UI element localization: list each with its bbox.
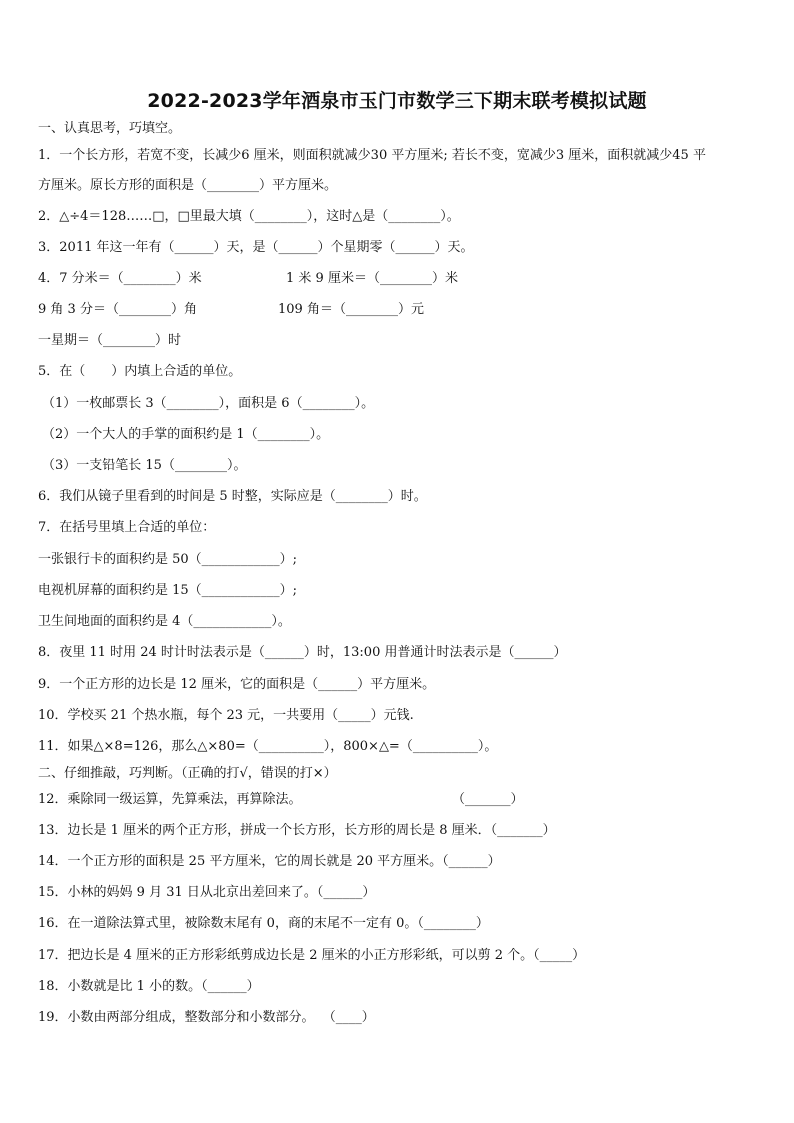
question-15: 15．小林的妈妈 9 月 31 日从北京出差回来了。（______） bbox=[38, 885, 376, 900]
question-5-item-2: （2）一个大人的手掌的面积约是 1（________）。 bbox=[42, 427, 330, 442]
section-2-heading: 二、仔细推敲，巧判断。（正确的打√，错误的打×） bbox=[38, 766, 337, 781]
question-9: 9．一个正方形的边长是 12 厘米，它的面积是（______）平方厘米。 bbox=[38, 677, 436, 692]
question-4-part-d: 109 角＝（________）元 bbox=[278, 302, 424, 317]
question-2: 2．△÷4＝128……□，□里最大填（________），这时△是（________）。 bbox=[38, 209, 460, 224]
question-4-part-e: 一星期＝（________）时 bbox=[38, 333, 182, 348]
question-4-part-c: 9 角 3 分＝（________）角 bbox=[38, 302, 197, 317]
question-7-item-2: 电视机屏幕的面积约是 15（____________）; bbox=[38, 583, 298, 598]
section-1-heading: 一、认真思考，巧填空。 bbox=[38, 121, 182, 136]
question-8: 8．夜里 11 时用 24 时计时法表示是（______）时，13:00 用普通计时法表示是（______） bbox=[38, 645, 567, 660]
question-1-line-2: 方厘米。原长方形的面积是（________）平方厘米。 bbox=[38, 178, 338, 193]
page-title: 2022-2023学年酒泉市玉门市数学三下期末联考模拟试题 bbox=[147, 90, 647, 112]
question-5-item-1: （1）一枚邮票长 3（________），面积是 6（________）。 bbox=[42, 396, 375, 411]
question-5: 5．在（ ）内填上合适的单位。 bbox=[38, 364, 242, 379]
question-12: 12．乘除同一级运算，先算乘法，再算除法。 bbox=[38, 792, 302, 807]
question-18: 18．小数就是比 1 小的数。（______） bbox=[38, 979, 260, 994]
question-13: 13．边长是 1 厘米的两个正方形，拼成一个长方形，长方形的周长是 8 厘米．（_______） bbox=[38, 823, 556, 838]
question-4-part-b: 1 米 9 厘米＝（________）米 bbox=[286, 271, 458, 286]
question-11: 11．如果△×8=126，那么△×80=（__________），800×△=（__________）。 bbox=[38, 739, 498, 754]
question-7-item-3: 卫生间地面的面积约是 4（____________）。 bbox=[38, 614, 291, 629]
question-4-part-a: 4．7 分米＝（________）米 bbox=[38, 271, 202, 286]
question-5-item-3: （3）一支铅笔长 15（________）。 bbox=[42, 458, 247, 473]
question-7: 7．在括号里填上合适的单位： bbox=[38, 520, 216, 535]
question-19: 19．小数由两部分组成，整数部分和小数部分。 （____） bbox=[38, 1010, 375, 1025]
question-14: 14．一个正方形的面积是 25 平方厘米，它的周长就是 20 平方厘米。（______） bbox=[38, 854, 501, 869]
question-10: 10．学校买 21 个热水瓶，每个 23 元，一共要用（_____）元钱. bbox=[38, 708, 414, 723]
question-6: 6．我们从镜子里看到的时间是 5 时整，实际应是（________）时。 bbox=[38, 489, 427, 504]
question-7-item-1: 一张银行卡的面积约是 50（____________）; bbox=[38, 552, 298, 567]
question-12-answer-blank: （_______） bbox=[452, 792, 524, 807]
question-1-line-1: 1．一个长方形，若宽不变，长减少6 厘米，则面积就减少30 平方厘米; 若长不变，宽减少3 厘米，面积就减少45 平 bbox=[38, 148, 706, 163]
question-17: 17．把边长是 4 厘米的正方形彩纸剪成边长是 2 厘米的小正方形彩纸，可以剪 2 个。（_____） bbox=[38, 948, 586, 963]
question-16: 16．在一道除法算式里，被除数末尾有 0，商的末尾不一定有 0。（________） bbox=[38, 916, 489, 931]
question-3: 3．2011 年这一年有（______）天，是（______）个星期零（______）天。 bbox=[38, 240, 474, 255]
